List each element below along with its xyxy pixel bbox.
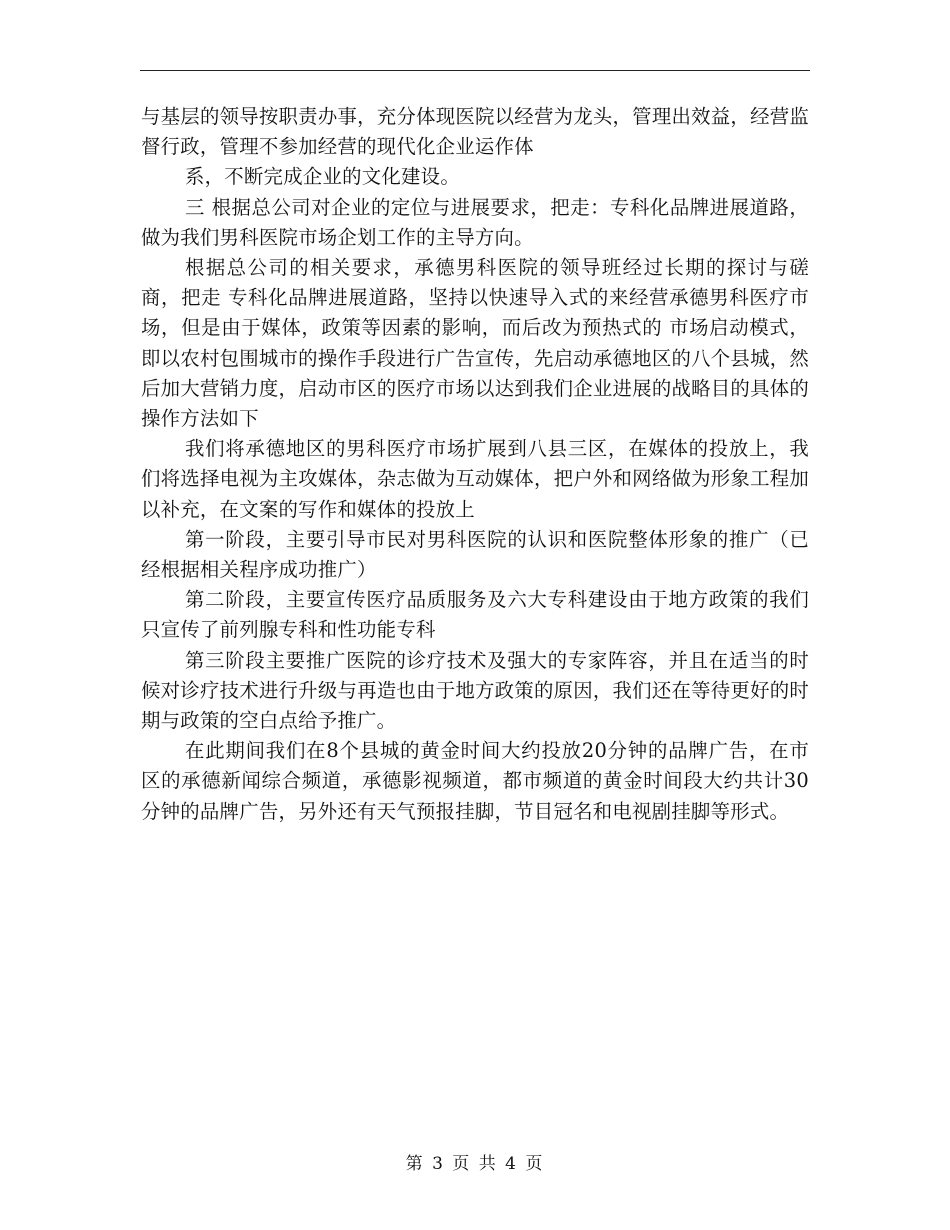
- paragraph-7: 第二阶段，主要宣传医疗品质服务及六大专科建设由于地方政策的我们只宣传了前列腺专科和性功能专科: [141, 588, 809, 642]
- paragraph-2: 系，不断完成企业的文化建设。: [185, 165, 460, 189]
- paragraph-8: 第三阶段主要推广医院的诊疗技术及强大的专家阵容，并且在适当的时候对诊疗技术进行升级与再造也由于地方政策的原因，我们还在等待更好的时期与政策的空白点给予推广。: [141, 648, 809, 733]
- paragraph-4: 根据总公司的相关要求，承德男科医院的领导班经过长期的探讨与磋商，把走 专科化品牌进展道路，坚持以快速导入式的来经营承德男科医疗市场，但是由于媒体，政策等因素的影响，而后改为预热式的 市场启动模式，即以农村包围城市的操作手段进行广告宣传，先启动承德地区的八个县城，然后加大营销力度，启动市区的医疗市场以达到我们企业进展的战略目的具体的操作方法如下: [141, 256, 809, 431]
- paragraph-5: 我们将承德地区的男科医疗市场扩展到八县三区，在媒体的投放上，我们将选择电视为主攻媒体，杂志做为互动媒体，把户外和网络做为形象工程加以补充，在文案的写作和媒体的投放上: [141, 437, 809, 521]
- paragraph-9: 在此期间我们在8个县城的黄金时间大约投放20分钟的品牌广告，在市区的承德新闻综合频道，承德影视频道，都市频道的黄金时间段大约共计30分钟的品牌广告，另外还有天气预报挂脚，节目冠名和电视剧挂脚等形式。: [141, 739, 809, 823]
- paragraph-6: 第一阶段，主要引导市民对男科医院的认识和医院整体形象的推广（已经根据相关程序成功推广）: [141, 527, 809, 582]
- document-body: [141, 102, 809, 827]
- header-rule: [140, 70, 810, 71]
- paragraph-1: 与基层的领导按职责办事，充分体现医院以经营为龙头，管理出效益，经营监督行政，管理不参加经营的现代化企业运作体: [141, 105, 809, 159]
- paragraph-3: 三 根据总公司对企业的定位与进展要求，把走：专科化品牌进展道路，做为我们男科医院市场企划工作的主导方向。: [141, 195, 809, 249]
- page-number: 第 3 页 共 4 页: [405, 1154, 545, 1174]
